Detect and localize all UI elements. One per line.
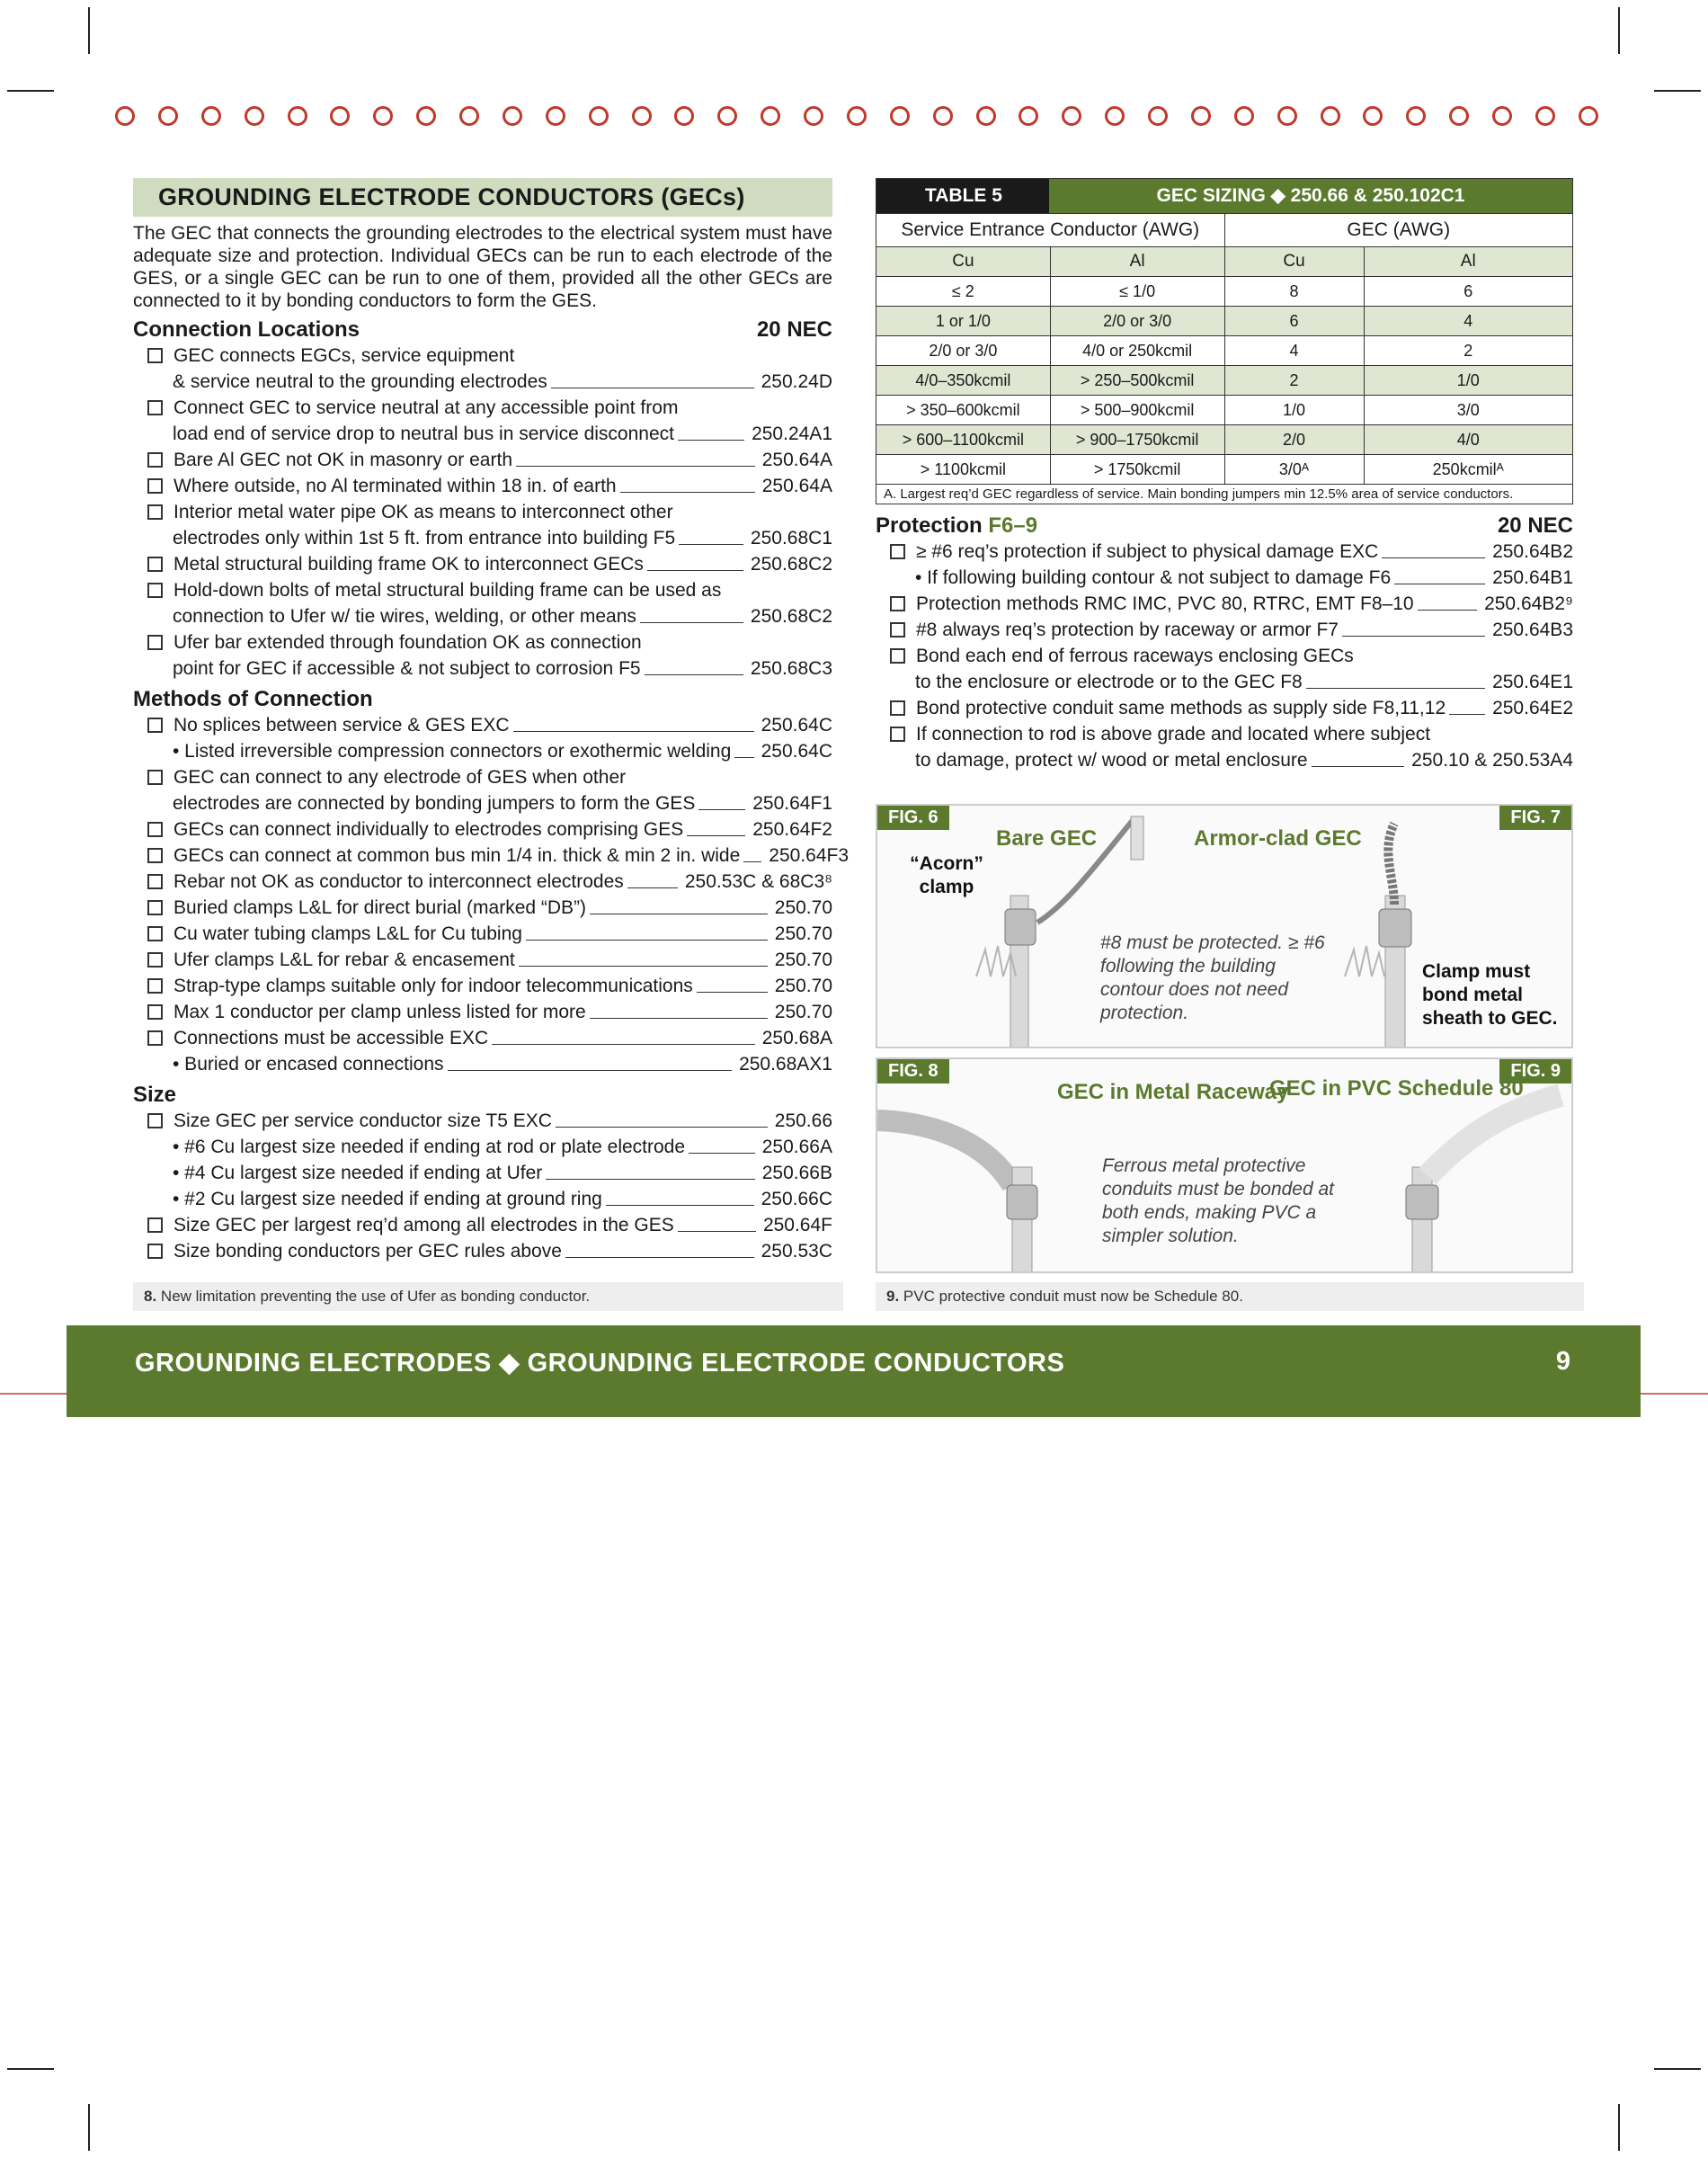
checklist-item bbox=[133, 447, 832, 473]
fig-8-tag: FIG. 8 bbox=[877, 1059, 949, 1083]
checkbox-icon[interactable] bbox=[147, 1030, 163, 1046]
figure-8-9 bbox=[876, 1057, 1573, 1273]
checklist-item bbox=[133, 1186, 832, 1212]
nec-reference: 250.64A bbox=[761, 476, 832, 496]
table-cell: 2 bbox=[1224, 366, 1364, 396]
nec-reference: 250.68C3 bbox=[750, 658, 832, 679]
protection-heading: Protection F6–9 20 NEC bbox=[876, 513, 1573, 538]
table-cell: ≤ 2 bbox=[876, 277, 1051, 307]
checkbox-icon[interactable] bbox=[147, 635, 163, 650]
checklist-text: GECs can connect individually to electrodes comprising GES bbox=[173, 819, 684, 840]
methods-heading: Methods of Connection bbox=[133, 687, 373, 711]
clamp-note: Clamp must bond metal sheath to GEC. bbox=[1422, 961, 1558, 1029]
left-footnote: 8. New limitation preventing the use of Ufer as bonding conductor. bbox=[133, 1282, 843, 1311]
binder-ring bbox=[330, 106, 350, 126]
nec-reference: 250.66A bbox=[761, 1137, 832, 1157]
checklist-item bbox=[876, 617, 1573, 643]
checkbox-icon[interactable] bbox=[147, 1244, 163, 1259]
checklist-item bbox=[133, 738, 832, 764]
leader-line bbox=[647, 570, 743, 571]
binder-ring bbox=[245, 106, 264, 126]
checkbox-icon[interactable] bbox=[147, 1217, 163, 1233]
leader-line bbox=[1306, 688, 1485, 689]
checklist-text: electrodes only within 1st 5 ft. from entrance into building F5 bbox=[173, 528, 676, 548]
checklist-item bbox=[876, 695, 1573, 721]
nec-reference: 250.68C2 bbox=[750, 606, 832, 627]
checklist-text: load end of service drop to neutral bus in service disconnect bbox=[173, 424, 674, 444]
nec-reference: 250.64B2 bbox=[1492, 541, 1573, 562]
leader-line bbox=[645, 674, 743, 675]
nec-reference: 250.64B3 bbox=[1492, 620, 1573, 640]
size-heading: Size bbox=[133, 1083, 177, 1107]
table-cell: > 1750kcmil bbox=[1050, 455, 1224, 485]
nec-reference: 250.66C bbox=[761, 1189, 832, 1209]
checkbox-icon[interactable] bbox=[147, 770, 163, 785]
table-label: TABLE 5 bbox=[876, 179, 1049, 213]
binder-ring bbox=[1105, 106, 1125, 126]
checklist-item bbox=[876, 565, 1573, 591]
checklist-text: GEC connects EGCs, service equipment bbox=[173, 345, 515, 366]
banner-rule-left bbox=[0, 1393, 67, 1395]
leader-line bbox=[687, 835, 745, 836]
checklist-item bbox=[876, 539, 1573, 565]
checkbox-icon[interactable] bbox=[147, 400, 163, 415]
pvc-label: GEC in PVC Schedule 80 bbox=[1269, 1076, 1524, 1101]
checklist-item bbox=[133, 421, 832, 447]
binder-ring bbox=[546, 106, 565, 126]
intro-paragraph: The GEC that connects the grounding electrodes to the electrical system must have adequate size and protection. Individual GECs can be run to each electrode of the GES, or a single GEC can be run to one of them, provided all the other GECs are connected to it by bonding conductors to form the GES. bbox=[133, 223, 832, 311]
table-cell: 6 bbox=[1224, 307, 1364, 336]
checklist-text: Hold-down bolts of metal structural building frame can be used as bbox=[173, 580, 722, 601]
checklist-item bbox=[133, 655, 832, 682]
table-cell: 4 bbox=[1224, 336, 1364, 366]
checklist-item bbox=[876, 669, 1573, 695]
nec-reference: 250.64A bbox=[761, 450, 832, 470]
leader-line bbox=[606, 1205, 754, 1206]
nec-reference: 250.64C bbox=[761, 715, 832, 736]
checkbox-icon[interactable] bbox=[147, 848, 163, 863]
checklist-text: Connections must be accessible EXC bbox=[173, 1028, 489, 1048]
checklist-item bbox=[133, 1212, 832, 1238]
protection-list bbox=[876, 539, 1573, 773]
checklist-text: Size GEC per largest req’d among all electrodes in the GES bbox=[173, 1215, 674, 1235]
binder-ring bbox=[201, 106, 221, 126]
connection-locations-list bbox=[133, 343, 832, 682]
nec-reference: 250.64F3 bbox=[769, 845, 850, 866]
checklist-item bbox=[133, 395, 832, 421]
table-note: A. Largest req’d GEC regardless of service. Main bonding jumpers min 12.5% area of service conductors. bbox=[876, 485, 1573, 504]
table-column-header: Cu Al Cu Al bbox=[876, 247, 1573, 277]
table-cell: 1/0 bbox=[1364, 366, 1573, 396]
table-row bbox=[876, 455, 1573, 485]
checkbox-icon[interactable] bbox=[147, 1004, 163, 1020]
table-cell: 1 or 1/0 bbox=[876, 307, 1051, 336]
checkbox-icon[interactable] bbox=[147, 1113, 163, 1128]
nec-reference: 250.68C2 bbox=[750, 554, 832, 575]
checklist-text: GECs can connect at common bus min 1/4 in. thick & min 2 in. wide bbox=[173, 845, 741, 866]
checklist-text: & service neutral to the grounding electrodes bbox=[173, 371, 547, 392]
checklist-item bbox=[133, 712, 832, 738]
leader-line bbox=[698, 809, 745, 810]
checklist-text: Size GEC per service conductor size T5 EXC bbox=[173, 1110, 552, 1131]
checklist-text: Bond each end of ferrous raceways enclosing GECs bbox=[916, 646, 1354, 666]
checklist-text: connection to Ufer w/ tie wires, welding, or other means bbox=[173, 606, 636, 627]
checklist-text: Where outside, no Al terminated within 18 in. of earth bbox=[173, 476, 617, 496]
table-cell: 2 bbox=[1364, 336, 1573, 366]
leader-line bbox=[556, 1127, 768, 1128]
nec-reference: 250.70 bbox=[774, 1002, 832, 1022]
crop-mark bbox=[1618, 2104, 1620, 2151]
table-cell: 3/0 bbox=[1364, 396, 1573, 425]
nec-reference: 250.66 bbox=[774, 1110, 832, 1131]
nec-reference: 250.53C bbox=[761, 1241, 832, 1262]
binder-ring bbox=[804, 106, 823, 126]
checklist-item bbox=[876, 643, 1573, 669]
leader-line bbox=[1382, 557, 1485, 558]
nec-reference: 250.68C1 bbox=[750, 528, 832, 548]
size-list bbox=[133, 1108, 832, 1264]
table-row bbox=[876, 396, 1573, 425]
checklist-item bbox=[133, 999, 832, 1025]
checklist-item bbox=[133, 1025, 832, 1051]
page-number: 9 bbox=[1555, 1347, 1570, 1376]
checklist-item bbox=[133, 343, 832, 369]
checkbox-icon[interactable] bbox=[147, 978, 163, 994]
checklist-text: GEC can connect to any electrode of GES when other bbox=[173, 767, 627, 788]
binder-ring bbox=[1535, 106, 1555, 126]
table-cell: 4/0–350kcmil bbox=[876, 366, 1051, 396]
checklist-text: Rebar not OK as conductor to interconnect electrodes bbox=[173, 871, 624, 892]
checklist-item bbox=[133, 369, 832, 395]
binder-ring bbox=[1321, 106, 1340, 126]
nec-reference: 250.64B2⁹ bbox=[1484, 593, 1573, 614]
leader-line bbox=[679, 544, 743, 545]
table-cell: 2/0 or 3/0 bbox=[1050, 307, 1224, 336]
fig-6-note: #8 must be protected. ≥ #6 following the building contour does not need protection. bbox=[1100, 932, 1325, 1023]
checklist-text: electrodes are connected by bonding jumpers to form the GES bbox=[173, 793, 696, 814]
table-row bbox=[876, 277, 1573, 307]
leader-line bbox=[1342, 636, 1485, 637]
checklist-item bbox=[133, 973, 832, 999]
crop-mark bbox=[1654, 2068, 1701, 2070]
checklist-item bbox=[876, 747, 1573, 773]
banner-rule-right bbox=[1641, 1393, 1708, 1395]
binder-ring bbox=[933, 106, 953, 126]
nec-reference: 250.64F bbox=[762, 1215, 832, 1235]
leader-line bbox=[620, 492, 755, 493]
fig-9-tag: FIG. 9 bbox=[1499, 1059, 1571, 1083]
checkbox-icon[interactable] bbox=[147, 718, 163, 733]
nec-reference: 250.70 bbox=[774, 950, 832, 970]
table-cell: > 250–500kcmil bbox=[1050, 366, 1224, 396]
nec-reference: 250.10 & 250.53A4 bbox=[1411, 750, 1573, 771]
footer-banner bbox=[67, 1325, 1641, 1417]
methods-list bbox=[133, 712, 850, 1077]
binder-ring bbox=[674, 106, 694, 126]
checklist-text: • If following building contour & not subject to damage F6 bbox=[915, 567, 1392, 588]
connection-locations-heading: Connection Locations 20 NEC bbox=[133, 317, 832, 342]
checklist-item bbox=[133, 1238, 832, 1264]
table-cell: 8 bbox=[1224, 277, 1364, 307]
binder-ring bbox=[503, 106, 522, 126]
checkbox-icon[interactable] bbox=[890, 544, 905, 559]
right-footnote: 9. PVC protective conduit must now be Schedule 80. bbox=[876, 1282, 1584, 1311]
checklist-text: Connect GEC to service neutral at any accessible point from bbox=[173, 397, 679, 418]
checklist-text: • #6 Cu largest size needed if ending at rod or plate electrode bbox=[173, 1137, 686, 1157]
binder-ring bbox=[717, 106, 737, 126]
checkbox-icon[interactable] bbox=[890, 622, 905, 638]
checklist-item bbox=[133, 551, 832, 577]
table-body bbox=[876, 277, 1573, 485]
leader-line bbox=[689, 1153, 755, 1154]
checkbox-icon[interactable] bbox=[147, 900, 163, 915]
checklist-item bbox=[133, 816, 832, 843]
table-cell: 6 bbox=[1364, 277, 1573, 307]
binder-rings bbox=[115, 106, 1598, 133]
crop-mark bbox=[88, 7, 90, 54]
checklist-item bbox=[133, 921, 832, 947]
nec-reference: 250.64F1 bbox=[752, 793, 832, 814]
checklist-text: • #2 Cu largest size needed if ending at ground ring bbox=[173, 1189, 602, 1209]
binder-ring bbox=[761, 106, 780, 126]
table-cell: > 350–600kcmil bbox=[876, 396, 1051, 425]
checklist-text: Interior metal water pipe OK as means to interconnect other bbox=[173, 502, 673, 522]
table-row bbox=[876, 307, 1573, 336]
checklist-text: Bare Al GEC not OK in masonry or earth bbox=[173, 450, 512, 470]
checklist-text: Ufer clamps L&L for rebar & encasement bbox=[173, 950, 515, 970]
leader-line bbox=[492, 1044, 755, 1045]
binder-ring bbox=[1449, 106, 1469, 126]
leader-line bbox=[526, 940, 768, 941]
checklist-item bbox=[133, 577, 832, 603]
binder-ring bbox=[115, 106, 135, 126]
leader-line bbox=[734, 757, 753, 758]
figure-6-7 bbox=[876, 804, 1573, 1048]
checklist-item bbox=[133, 1160, 832, 1186]
checklist-text: No splices between service & GES EXC bbox=[173, 715, 510, 736]
checklist-text: ≥ #6 req’s protection if subject to physical damage EXC bbox=[916, 541, 1379, 562]
binder-ring bbox=[1363, 106, 1383, 126]
checkbox-icon[interactable] bbox=[147, 874, 163, 889]
table-cell: 1/0 bbox=[1224, 396, 1364, 425]
table-cell: > 900–1750kcmil bbox=[1050, 425, 1224, 455]
leader-line bbox=[1312, 766, 1405, 767]
nec-reference: 250.64F2 bbox=[752, 819, 832, 840]
leader-line bbox=[678, 1231, 756, 1232]
checklist-text: • Buried or encased connections bbox=[173, 1054, 444, 1075]
binder-ring bbox=[459, 106, 479, 126]
checklist-item bbox=[133, 764, 832, 790]
crop-mark bbox=[7, 90, 54, 92]
nec-reference: 250.64B1 bbox=[1492, 567, 1573, 588]
binder-ring bbox=[373, 106, 393, 126]
leader-line bbox=[697, 992, 768, 993]
table-title: GEC SIZING ◆ 250.66 & 250.102C1 bbox=[1049, 179, 1572, 213]
binder-ring bbox=[1019, 106, 1038, 126]
checklist-item bbox=[133, 869, 832, 895]
checklist-item bbox=[133, 629, 832, 655]
checklist-text: Metal structural building frame OK to interconnect GECs bbox=[173, 554, 644, 575]
binder-ring bbox=[1579, 106, 1598, 126]
checklist-text: to the enclosure or electrode or to the GEC F8 bbox=[915, 672, 1303, 692]
armor-clad-gec-label: Armor-clad GEC bbox=[1194, 826, 1362, 851]
nec-reference: 250.70 bbox=[774, 897, 832, 918]
nec-reference: 250.64E1 bbox=[1492, 672, 1573, 692]
crop-mark bbox=[1654, 90, 1701, 92]
binder-ring bbox=[1492, 106, 1512, 126]
checklist-text: Bond protective conduit same methods as supply side F8,11,12 bbox=[916, 698, 1446, 718]
checkbox-icon[interactable] bbox=[147, 822, 163, 837]
metal-raceway-label: GEC in Metal Raceway bbox=[1057, 1080, 1289, 1104]
binder-ring bbox=[416, 106, 436, 126]
leader-line bbox=[678, 440, 744, 441]
leader-line bbox=[640, 622, 743, 623]
acorn-clamp-label: “Acorn” clamp bbox=[910, 853, 983, 897]
checkbox-icon[interactable] bbox=[147, 504, 163, 520]
table-cell: > 600–1100kcmil bbox=[876, 425, 1051, 455]
binder-ring bbox=[976, 106, 996, 126]
nec-reference: 250.64E2 bbox=[1492, 698, 1573, 718]
checkbox-icon[interactable] bbox=[147, 926, 163, 941]
table-cell: 250kcmilᴬ bbox=[1364, 455, 1573, 485]
checkbox-icon[interactable] bbox=[147, 452, 163, 468]
checkbox-icon[interactable] bbox=[147, 557, 163, 572]
checklist-item bbox=[133, 499, 832, 525]
nec-reference: 250.24D bbox=[761, 371, 832, 392]
left-column bbox=[133, 178, 850, 1264]
leader-line bbox=[1418, 610, 1478, 611]
leader-line bbox=[565, 1257, 754, 1258]
checklist-text: Size bonding conductors per GEC rules above bbox=[173, 1241, 562, 1262]
nec-reference: 250.66B bbox=[761, 1163, 832, 1183]
checkbox-icon[interactable] bbox=[147, 478, 163, 494]
checkbox-icon[interactable] bbox=[147, 348, 163, 363]
section-title: GROUNDING ELECTRODE CONDUCTORS (GECs) bbox=[133, 178, 832, 217]
checklist-text: • Listed irreversible compression connectors or exothermic welding bbox=[173, 741, 732, 762]
table-row bbox=[876, 366, 1573, 396]
table-cell: 3/0ᴬ bbox=[1224, 455, 1364, 485]
right-column bbox=[876, 178, 1573, 773]
nec-reference: 250.64C bbox=[761, 741, 832, 762]
checklist-text: If connection to rod is above grade and located where subject bbox=[916, 724, 1431, 745]
binder-ring bbox=[1062, 106, 1081, 126]
nec-reference: 250.53C & 68C3⁸ bbox=[684, 871, 832, 892]
leader-line bbox=[627, 887, 678, 888]
gec-sizing-table bbox=[876, 214, 1573, 485]
leader-line bbox=[448, 1070, 733, 1071]
checklist-item bbox=[133, 603, 832, 629]
table-cell: 4/0 or 250kcmil bbox=[1050, 336, 1224, 366]
table-header bbox=[876, 178, 1573, 214]
fig-8-note: Ferrous metal protective conduits must be bonded at both ends, making PVC a simpler solution. bbox=[1102, 1155, 1335, 1246]
binder-ring bbox=[847, 106, 867, 126]
checkbox-icon[interactable] bbox=[147, 952, 163, 968]
checklist-item bbox=[876, 721, 1573, 747]
table-row bbox=[876, 336, 1573, 366]
checklist-text: to damage, protect w/ wood or metal enclosure bbox=[915, 750, 1308, 771]
fig-6-tag: FIG. 6 bbox=[877, 806, 949, 830]
table-row bbox=[876, 425, 1573, 455]
table-cell: > 1100kcmil bbox=[876, 455, 1051, 485]
checklist-text: Strap-type clamps suitable only for indoor telecommunications bbox=[173, 976, 693, 996]
checklist-item bbox=[133, 525, 832, 551]
nec-reference: 250.68AX1 bbox=[739, 1054, 832, 1075]
checklist-text: Max 1 conductor per clamp unless listed for more bbox=[173, 1002, 586, 1022]
binder-ring bbox=[1148, 106, 1168, 126]
leader-line bbox=[546, 1179, 754, 1180]
checkbox-icon[interactable] bbox=[890, 727, 905, 742]
binder-ring bbox=[1277, 106, 1297, 126]
table-cell: 2/0 or 3/0 bbox=[876, 336, 1051, 366]
leader-line bbox=[743, 861, 761, 862]
table-cell: 4/0 bbox=[1364, 425, 1573, 455]
checklist-text: Protection methods RMC IMC, PVC 80, RTRC, EMT F8–10 bbox=[916, 593, 1414, 614]
checklist-item bbox=[133, 473, 832, 499]
nec-reference: 250.24A1 bbox=[752, 424, 832, 444]
leader-line bbox=[513, 731, 754, 732]
checkbox-icon[interactable] bbox=[890, 596, 905, 611]
checklist-item bbox=[133, 843, 850, 869]
table-group-header: Service Entrance Conductor (AWG) GEC (AWG) bbox=[876, 214, 1573, 247]
checklist-text: Buried clamps L&L for direct burial (marked “DB”) bbox=[173, 897, 587, 918]
fig-7-tag: FIG. 7 bbox=[1499, 806, 1571, 830]
checklist-text: Ufer bar extended through foundation OK as connection bbox=[173, 632, 642, 653]
checkbox-icon[interactable] bbox=[890, 700, 905, 716]
crop-mark bbox=[1618, 7, 1620, 54]
leader-line bbox=[1449, 714, 1485, 715]
leader-line bbox=[590, 1018, 768, 1019]
binder-ring bbox=[288, 106, 307, 126]
checklist-item bbox=[133, 1108, 832, 1134]
checklist-text: #8 always req’s protection by raceway or armor F7 bbox=[916, 620, 1339, 640]
table-cell: 2/0 bbox=[1224, 425, 1364, 455]
crop-mark bbox=[7, 2068, 54, 2070]
checklist-text: point for GEC if accessible & not subject to corrosion F5 bbox=[173, 658, 641, 679]
binder-ring bbox=[158, 106, 178, 126]
table-cell: 4 bbox=[1364, 307, 1573, 336]
checklist-text: • #4 Cu largest size needed if ending at Ufer bbox=[173, 1163, 543, 1183]
binder-ring bbox=[589, 106, 609, 126]
nec-reference: 250.70 bbox=[774, 923, 832, 944]
leader-line bbox=[516, 466, 755, 467]
checkbox-icon[interactable] bbox=[890, 648, 905, 664]
nec-reference: 250.68A bbox=[761, 1028, 832, 1048]
table-cell: ≤ 1/0 bbox=[1050, 277, 1224, 307]
binder-ring bbox=[1234, 106, 1254, 126]
checklist-text: Cu water tubing clamps L&L for Cu tubing bbox=[173, 923, 522, 944]
nec-reference: 250.70 bbox=[774, 976, 832, 996]
checklist-item bbox=[133, 790, 832, 816]
checklist-item bbox=[133, 895, 832, 921]
checklist-item bbox=[133, 1134, 832, 1160]
checklist-item bbox=[133, 1051, 832, 1077]
leader-line bbox=[519, 966, 768, 967]
checklist-item bbox=[133, 947, 832, 973]
binder-ring bbox=[890, 106, 910, 126]
table-cell: > 500–900kcmil bbox=[1050, 396, 1224, 425]
binder-ring bbox=[632, 106, 652, 126]
banner-title: GROUNDING ELECTRODES ◆ GROUNDING ELECTRODE CONDUCTORS bbox=[135, 1349, 1065, 1378]
binder-ring bbox=[1191, 106, 1211, 126]
bare-gec-label: Bare GEC bbox=[996, 826, 1098, 851]
checklist-item bbox=[876, 591, 1573, 617]
crop-mark bbox=[88, 2104, 90, 2151]
binder-ring bbox=[1406, 106, 1426, 126]
checkbox-icon[interactable] bbox=[147, 583, 163, 598]
